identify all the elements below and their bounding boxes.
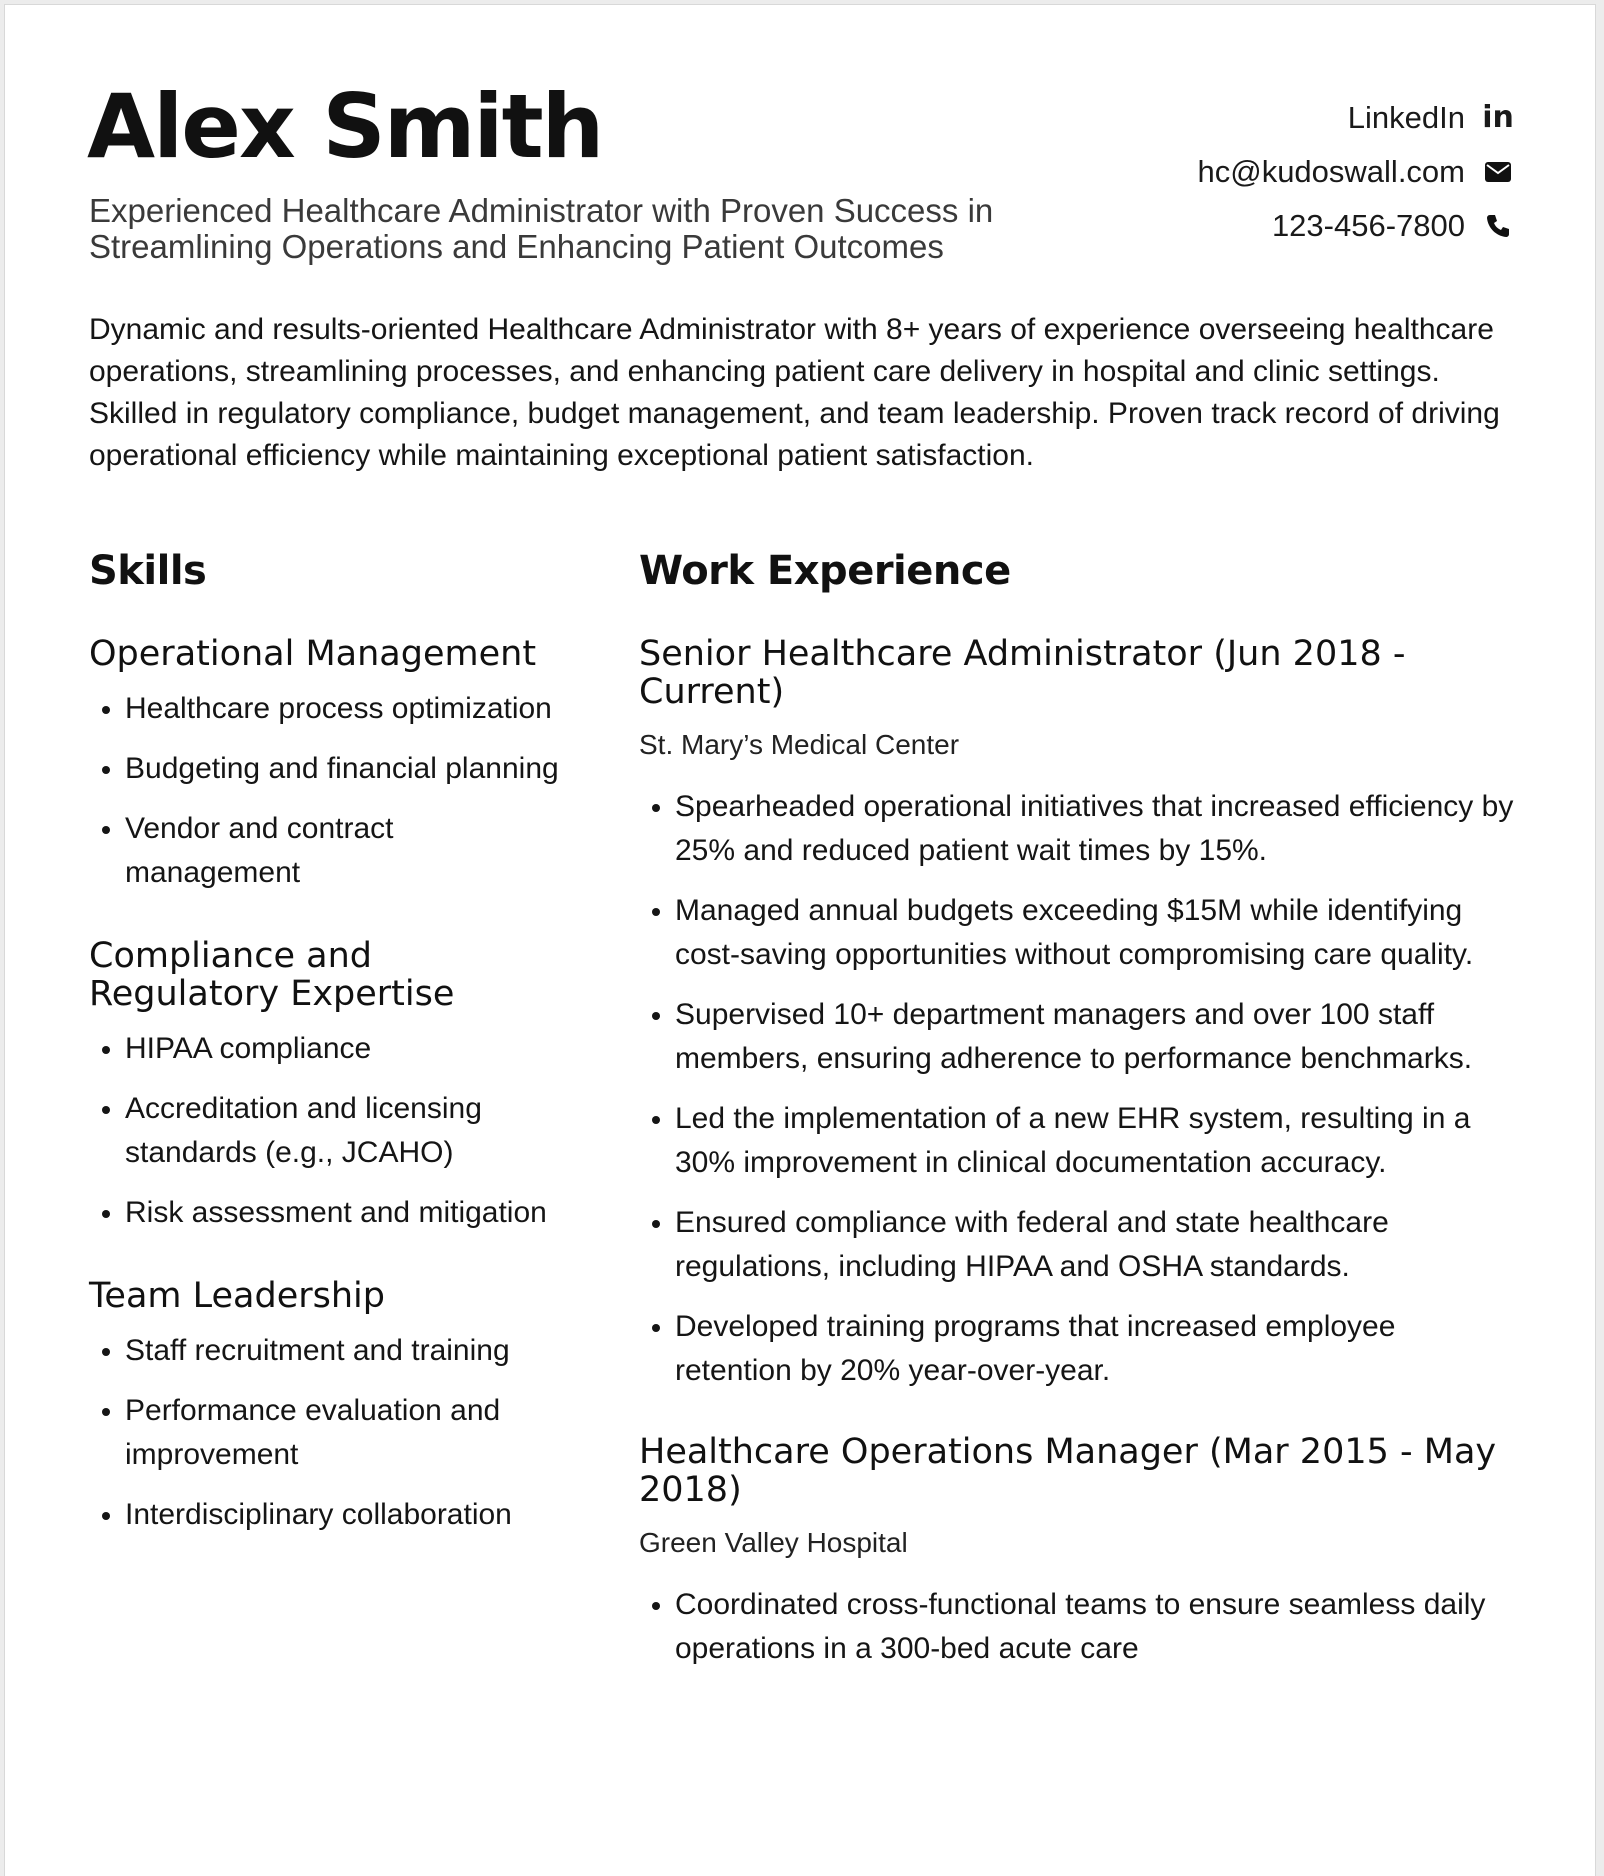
skill-item: • Staff recruitment and training bbox=[125, 1329, 559, 1373]
job-title: Healthcare Operations Manager (Mar 2015 - May 2018) bbox=[639, 1432, 1497, 1510]
job-bullet: • Led the implementation of a new EHR system, resulting in a 30% improvement in clinical documentation accuracy. bbox=[675, 1097, 1519, 1185]
experience-heading: Work Experience bbox=[639, 548, 1011, 594]
skill-group-title: Team Leadership bbox=[89, 1276, 385, 1316]
job-bullet: • Coordinated cross-functional teams to ensure seamless daily operations in a 300-bed acute care bbox=[675, 1583, 1519, 1671]
linkedin-link[interactable] bbox=[1053, 91, 1513, 145]
skills-section bbox=[89, 545, 559, 1579]
job-bullets bbox=[639, 1583, 1519, 1671]
phone-link[interactable] bbox=[1053, 199, 1513, 253]
envelope-icon bbox=[1483, 162, 1513, 182]
job-bullet: • Ensured compliance with federal and state healthcare regulations, including HIPAA and OSHA standards. bbox=[675, 1201, 1519, 1289]
resume-page bbox=[4, 4, 1596, 1876]
job-bullet: • Spearheaded operational initiatives that increased efficiency by 25% and reduced patient wait times by 15%. bbox=[675, 785, 1519, 873]
job-bullet: • Managed annual budgets exceeding $15M while identifying cost-saving opportunities without compromising care quality. bbox=[675, 889, 1519, 977]
candidate-name: Alex Smith bbox=[87, 75, 603, 178]
skill-item: • Budgeting and financial planning bbox=[125, 747, 559, 791]
skill-item: • Risk assessment and mitigation bbox=[125, 1191, 559, 1235]
job-title: Senior Healthcare Administrator (Jun 2018 - Current) bbox=[639, 634, 1406, 712]
employer-name: Green Valley Hospital bbox=[639, 1527, 908, 1558]
skill-group-title: Operational Management bbox=[89, 634, 537, 674]
headline: Experienced Healthcare Administrator with Proven Success in Streamlining Operations and Enhancing Patient Outcomes bbox=[89, 192, 994, 265]
experience-section bbox=[639, 545, 1519, 1711]
skill-list bbox=[89, 687, 559, 895]
skill-item: • HIPAA compliance bbox=[125, 1027, 559, 1071]
job-bullet: • Developed training programs that increased employee retention by 20% year-over-year. bbox=[675, 1305, 1519, 1393]
email-label: hc@kudoswall.com bbox=[1197, 154, 1465, 189]
contact-block bbox=[1053, 91, 1513, 253]
skill-list bbox=[89, 1027, 559, 1235]
skill-item: • Accreditation and licensing standards (e.g., JCAHO) bbox=[125, 1087, 559, 1175]
skill-group-title: Compliance and Regulatory Expertise bbox=[89, 936, 455, 1014]
skill-item: • Vendor and contract management bbox=[125, 807, 559, 895]
employer-name: St. Mary’s Medical Center bbox=[639, 729, 960, 760]
skill-item: • Performance evaluation and improvement bbox=[125, 1389, 559, 1477]
skill-group bbox=[89, 635, 559, 895]
job-entry bbox=[639, 1433, 1519, 1671]
skill-group bbox=[89, 937, 559, 1235]
job-bullets bbox=[639, 785, 1519, 1393]
job-bullet: • Supervised 10+ department managers and over 100 staff members, ensuring adherence to performance benchmarks. bbox=[675, 993, 1519, 1081]
phone-icon bbox=[1483, 214, 1513, 238]
skill-item: • Interdisciplinary collaboration bbox=[125, 1493, 559, 1537]
professional-summary: Dynamic and results-oriented Healthcare Administrator with 8+ years of experience overseeing healthcare operations, streamlining processes, and enhancing patient care delivery in hospital and clinic settings. Skilled in regulatory compliance, budget management, and team leadership. Proven track record of driving operational efficiency while maintaining exceptional patient satisfaction. bbox=[89, 313, 1500, 472]
phone-label: 123-456-7800 bbox=[1271, 208, 1465, 243]
skill-group bbox=[89, 1277, 559, 1537]
linkedin-label: LinkedIn bbox=[1347, 100, 1465, 135]
skill-item: • Healthcare process optimization bbox=[125, 687, 559, 731]
skill-list bbox=[89, 1329, 559, 1537]
email-link[interactable] bbox=[1053, 145, 1513, 199]
linkedin-icon: in bbox=[1482, 100, 1514, 135]
job-entry bbox=[639, 635, 1519, 1393]
skills-heading: Skills bbox=[89, 548, 207, 594]
